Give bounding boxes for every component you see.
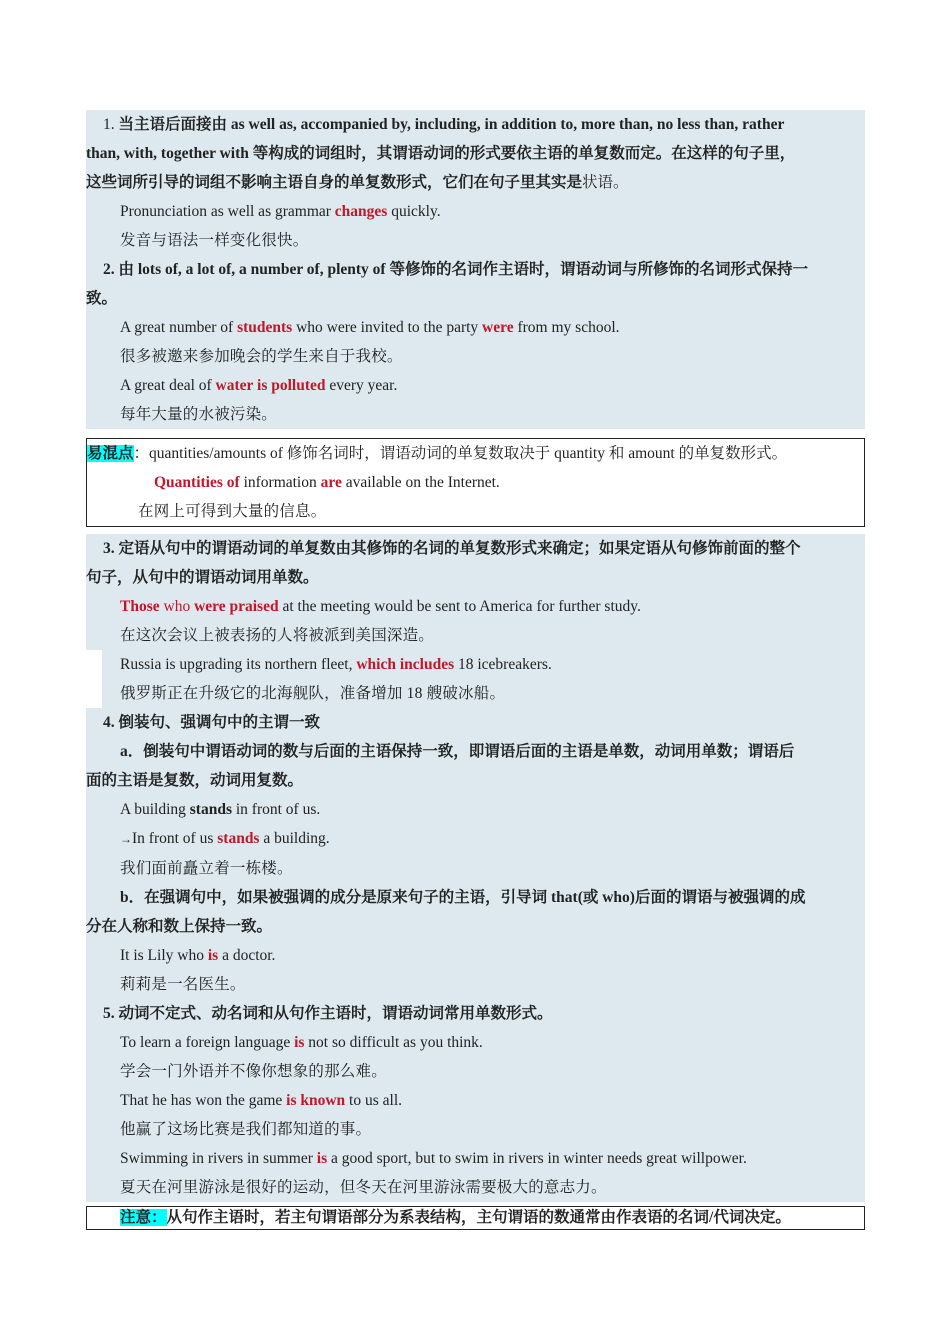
rule-5-title: 5. 动词不定式、动名词和从句作主语时，谓语动词常用单数形式。 <box>103 1005 553 1022</box>
example-highlight: were praised <box>194 598 279 615</box>
example-highlight: were <box>482 319 514 336</box>
attention-text: 从句作主语时，若主句谓语部分为系表结构，主句谓语的数通常由作表语的名词/代词决定。 <box>166 1209 791 1226</box>
example-text: available on the Internet. <box>341 474 500 491</box>
example-text: It is Lily who <box>120 947 208 964</box>
example-text: In front of us <box>132 830 218 847</box>
example-highlight: changes <box>334 203 388 220</box>
arrow-icon: → <box>120 832 132 846</box>
example-text: not so difficult as you think. <box>304 1034 483 1051</box>
example-text: at the meeting would be sent to America for further study. <box>278 598 641 615</box>
example-5a <box>86 1028 865 1057</box>
example-2a <box>86 313 865 342</box>
example-text: A great number of <box>120 319 238 336</box>
example-highlight: which includes <box>356 656 455 673</box>
rule-1-term: 状语。 <box>582 174 629 191</box>
example-highlight: students <box>237 319 293 336</box>
example-3a <box>86 592 865 621</box>
example-text: That he has won the game <box>120 1092 287 1109</box>
example-highlight: are <box>320 474 342 491</box>
rule-1-number: 1. <box>103 116 119 133</box>
confusable-note-line <box>87 439 864 468</box>
example-highlight: is <box>294 1034 305 1051</box>
example-text: who were invited to the party <box>292 319 483 336</box>
example-highlight: is <box>207 947 219 964</box>
example-4a-2 <box>86 824 865 854</box>
translation-5a: 学会一门外语并不像你想象的那么难。 <box>120 1063 387 1080</box>
example-text: Swimming in rivers in summer <box>120 1150 317 1167</box>
grammar-page <box>86 110 865 1230</box>
example-text: to us all. <box>345 1092 403 1109</box>
rule-4a-line-2: 面的主语是复数，动词用复数。 <box>86 772 304 789</box>
example-text: To learn a foreign language <box>120 1034 295 1051</box>
example-text: every year. <box>325 377 398 394</box>
example-text: Russia is upgrading its northern fleet, <box>120 656 357 673</box>
example-text: a good sport, but to swim in rivers in winter needs great willpower. <box>327 1150 747 1167</box>
attention-tag: 注意： <box>120 1209 167 1226</box>
confusable-colon: ： <box>133 445 150 462</box>
translation-2b: 每年大量的水被污染。 <box>120 406 278 423</box>
example-text: from my school. <box>513 319 620 336</box>
section-3-5-block <box>86 534 865 1202</box>
example-highlight: is known <box>286 1092 346 1109</box>
rule-1-line-1 <box>86 110 865 139</box>
rule-1-text-3: 这些词所引导的词组不影响主语自身的单复数形式，它们在句子里其实是 <box>86 174 583 191</box>
rule-3-line-1: 3. 定语从句中的谓语动词的单复数由其修饰的名词的单复数形式来确定；如果定语从句修饰前面的整个 <box>103 540 801 557</box>
example-text: a building. <box>259 830 330 847</box>
rule-4b-line-1: b．在强调句中，如果被强调的成分是原来句子的主语，引导词 that(或 who)后面的谓语与被强调的成 <box>120 889 806 906</box>
example-highlight: Quantities of <box>154 474 240 491</box>
example-highlight: water is polluted <box>215 377 326 394</box>
example-3b <box>86 650 865 679</box>
example-3b-group <box>86 650 865 708</box>
confusable-example <box>87 468 864 497</box>
example-4a-1 <box>86 795 865 824</box>
rule-4b-line-2: 分在人称和数上保持一致。 <box>86 918 273 935</box>
translation-4a: 我们面前矗立着一栋楼。 <box>120 860 293 877</box>
translation-3a: 在这次会议上被表扬的人将被派到美国深造。 <box>120 627 435 644</box>
translation-5c: 夏天在河里游泳是很好的运动，但冬天在河里游泳需要极大的意志力。 <box>120 1179 607 1196</box>
example-text: quickly. <box>387 203 441 220</box>
translation-1: 发音与语法一样变化很快。 <box>120 232 309 249</box>
example-highlight: stands <box>217 830 260 847</box>
section-1-2-block <box>86 110 865 429</box>
translation-2a: 很多被邀来参加晚会的学生来自于我校。 <box>120 348 403 365</box>
example-relative: who <box>159 598 195 615</box>
confusable-text: quantities/amounts of 修饰名词时，谓语动词的单复数取决于 quantity 和 amount 的单复数形式。 <box>149 445 788 462</box>
example-4b <box>86 941 865 970</box>
example-highlight: Those <box>120 598 160 615</box>
rule-4a-line-1: a．倒装句中谓语动词的数与后面的主语保持一致，即谓语后面的主语是单数，动词用单数；谓语后 <box>120 743 795 760</box>
translation-5b: 他赢了这场比赛是我们都知道的事。 <box>120 1121 372 1138</box>
example-5b <box>86 1086 865 1115</box>
attention-note-box <box>86 1206 865 1230</box>
rule-4-title: 4. 倒装句、强调句中的主谓一致 <box>103 714 321 731</box>
rule-3-line-2: 句子，从句中的谓语动词用单数。 <box>86 569 319 586</box>
rule-1-line-3 <box>86 168 865 197</box>
example-text: information <box>239 474 321 491</box>
example-1 <box>86 197 865 226</box>
rule-1-text-1: 当主语后面接由 as well as, accompanied by, including, in addition to, more than, no less than, rather <box>118 116 785 133</box>
example-5c <box>86 1144 865 1173</box>
example-text: in front of us. <box>231 801 321 818</box>
confusable-translation: 在网上可得到大量的信息。 <box>138 503 327 520</box>
confusable-note-box <box>86 438 865 527</box>
example-highlight: is <box>316 1150 328 1167</box>
translation-4b: 莉莉是一名医生。 <box>120 976 246 993</box>
example-2b <box>86 371 865 400</box>
example-text: A great deal of <box>120 377 216 394</box>
example-text: a doctor. <box>218 947 276 964</box>
confusable-tag: 易混点 <box>87 445 134 462</box>
rule-2-line-1: 2. 由 lots of, a lot of, a number of, plenty of 等修饰的名词作主语时，谓语动词与所修饰的名词形式保持一 <box>103 261 808 278</box>
example-text: Pronunciation as well as grammar <box>120 203 335 220</box>
example-text: 18 icebreakers. <box>454 656 552 673</box>
example-text: A building <box>120 801 190 818</box>
translation-3b: 俄罗斯正在升级它的北海舰队，准备增加 18 艘破冰船。 <box>120 685 506 702</box>
rule-1-line-2: than, with, together with 等构成的词组时，其谓语动词的形式要依主语的单复数而定。在这样的句子里， <box>86 145 796 162</box>
example-bold: stands <box>189 801 232 818</box>
rule-2-line-2: 致。 <box>86 290 118 307</box>
